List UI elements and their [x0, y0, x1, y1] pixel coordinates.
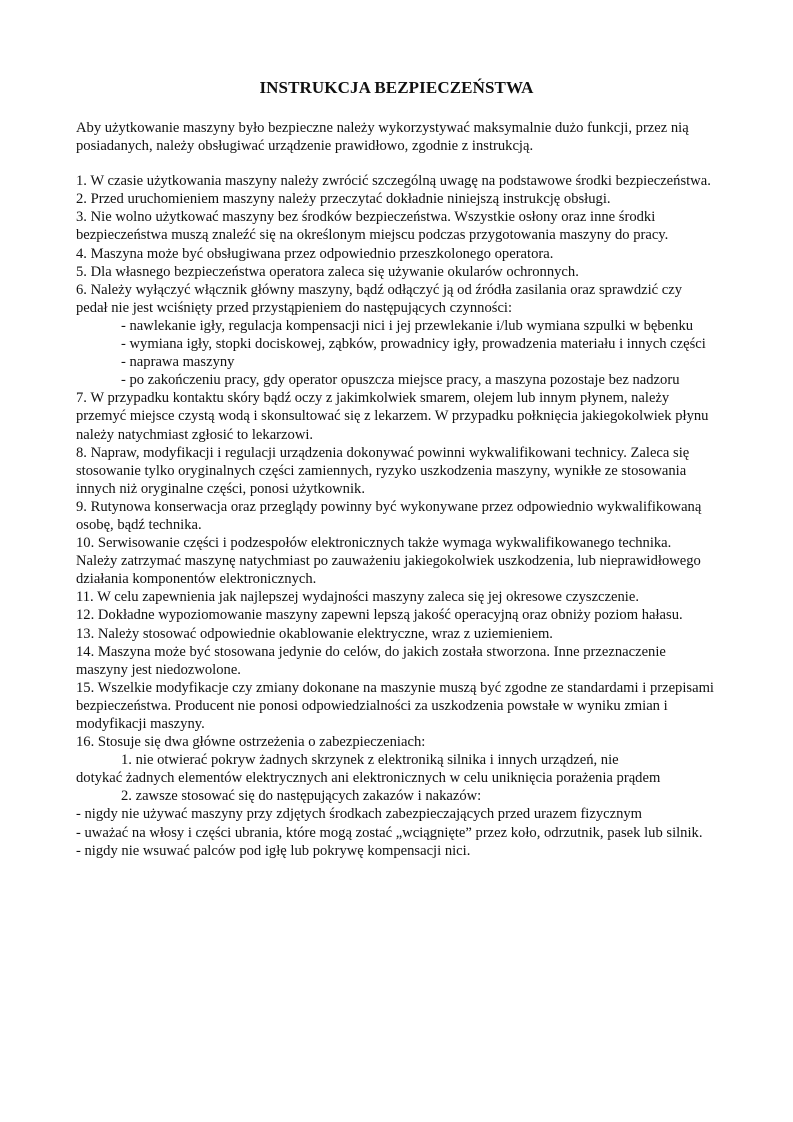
- safety-item-11: 11. W celu zapewnienia jak najlepszej wydajności maszyny zaleca się jej okresowe czyszczenie.: [76, 589, 639, 606]
- safety-item-9: 9. Rutynowa konserwacja oraz przeglądy powinny być wykonywane przez odpowiednio wykwalifikowaną osobę, bądź technika.: [76, 498, 702, 533]
- item-6-subpoint-3: - naprawa maszyny: [121, 354, 235, 371]
- safety-item-7: 7. W przypadku kontaktu skóry bądź oczy z jakimkolwiek smarem, olejem lub innym płynem, należy przemyć miejsce czystą wodą i skonsultować się z lekarzem. W przypadku połknięcia jakiegokolwiek płynu należy natychmiast zgłosić to lekarzowi.: [76, 390, 709, 443]
- safety-item-12: 12. Dokładne wypoziomowanie maszyny zapewni lepszą jakość operacyjną oraz obniży poziom hałasu.: [76, 607, 683, 624]
- safety-item-6: 6. Należy wyłączyć włącznik główny maszyny, bądź odłączyć ją od źródła zasilania oraz sprawdzić czy pedał nie jest wciśnięty przed przystąpieniem do następujących czynności:: [76, 281, 683, 316]
- warning-1-continuation: dotykać żadnych elementów elektrycznych ani elektronicznych w celu uniknięcia porażenia prądem: [76, 770, 661, 787]
- warning-2-rule-1: - nigdy nie używać maszyny przy zdjętych środkach zabezpieczających przed urazem fizycznym: [76, 806, 643, 823]
- warning-1-lead: 1. nie otwierać pokryw żadnych skrzynek z elektroniką silnika i innych urządzeń, nie: [121, 752, 619, 769]
- warning-2-rule-2: - uważać na włosy i części ubrania, które mogą zostać „wciągnięte” przez koło, odrzutnik, pasek lub silnik.: [76, 824, 703, 841]
- safety-item-16: 16. Stosuje się dwa główne ostrzeżenia o zabezpieczeniach:: [76, 734, 426, 751]
- safety-item-4: 4. Maszyna może być obsługiwana przez odpowiednio przeszkolonego operatora.: [76, 245, 554, 262]
- safety-item-15: 15. Wszelkie modyfikacje czy zmiany dokonane na maszynie muszą być zgodne ze standardami i przepisami bezpieczeństwa. Producent nie ponosi odpowiedzialności za uszkodzenia powstałe w wyniku zmian i modyfikacji maszyny.: [76, 679, 714, 732]
- item-6-subpoint-2: - wymiana igły, stopki dociskowej, ząbków, prowadnicy igły, prowadzenia materiału i innych części: [121, 336, 706, 353]
- safety-item-5: 5. Dla własnego bezpieczeństwa operatora zaleca się używanie okularów ochronnych.: [76, 263, 579, 280]
- safety-item-14: 14. Maszyna może być stosowana jedynie do celów, do jakich została stworzona. Inne przeznaczenie maszyny jest niedozwolone.: [76, 643, 666, 678]
- item-6-subpoint-1: - nawlekanie igły, regulacja kompensacji nici i jej przewlekanie i/lub wymiana szpulki w bębenku: [121, 317, 694, 334]
- intro-paragraph: Aby użytkowanie maszyny było bezpieczne należy wykorzystywać maksymalnie dużo funkcji, przez nią posiadanych, należy obsługiwać urządzenie prawidłowo, zgodnie z instrukcją.: [76, 120, 689, 155]
- item-6-subpoint-4: - po zakończeniu pracy, gdy operator opuszcza miejsce pracy, a maszyna pozostaje bez nadzoru: [121, 372, 680, 389]
- document-title: INSTRUKCJA BEZPIECZEŃSTWA: [259, 78, 534, 97]
- safety-item-2: 2. Przed uruchomieniem maszyny należy przeczytać dokładnie niniejszą instrukcję obsługi.: [76, 191, 611, 208]
- safety-item-3: 3. Nie wolno użytkować maszyny bez środków bezpieczeństwa. Wszystkie osłony oraz inne środki bezpieczeństwa muszą znaleźć się na określonym miejscu podczas przygotowania maszyny do pracy.: [76, 209, 669, 244]
- warning-2-rule-3: - nigdy nie wsuwać palców pod igłę lub pokrywę kompensacji nici.: [76, 842, 471, 859]
- document-body: [76, 119, 716, 860]
- safety-item-13: 13. Należy stosować odpowiednie okablowanie elektryczne, wraz z uziemieniem.: [76, 625, 553, 642]
- safety-item-8: 8. Napraw, modyfikacji i regulacji urządzenia dokonywać powinni wykwalifikowani technicy. Zaleca się stosowanie tylko oryginalnych części zamiennych, ryzyko uszkodzenia maszyny, wynikłe ze stosowania innych niż oryginalne części, ponosi użytkownik.: [76, 444, 690, 497]
- safety-item-1: 1. W czasie użytkowania maszyny należy zwrócić szczególną uwagę na podstawowe środki bezpieczeństwa.: [76, 173, 711, 190]
- warning-2-lead: 2. zawsze stosować się do następujących zakazów i nakazów:: [121, 788, 482, 805]
- safety-item-10: 10. Serwisowanie części i podzespołów elektronicznych także wymaga wykwalifikowanego technika. Należy zatrzymać maszynę natychmiast po zauważeniu jakiegokolwiek uszkodzenia, lub nieprawidłowego działania komponentów elektronicznych.: [76, 535, 701, 588]
